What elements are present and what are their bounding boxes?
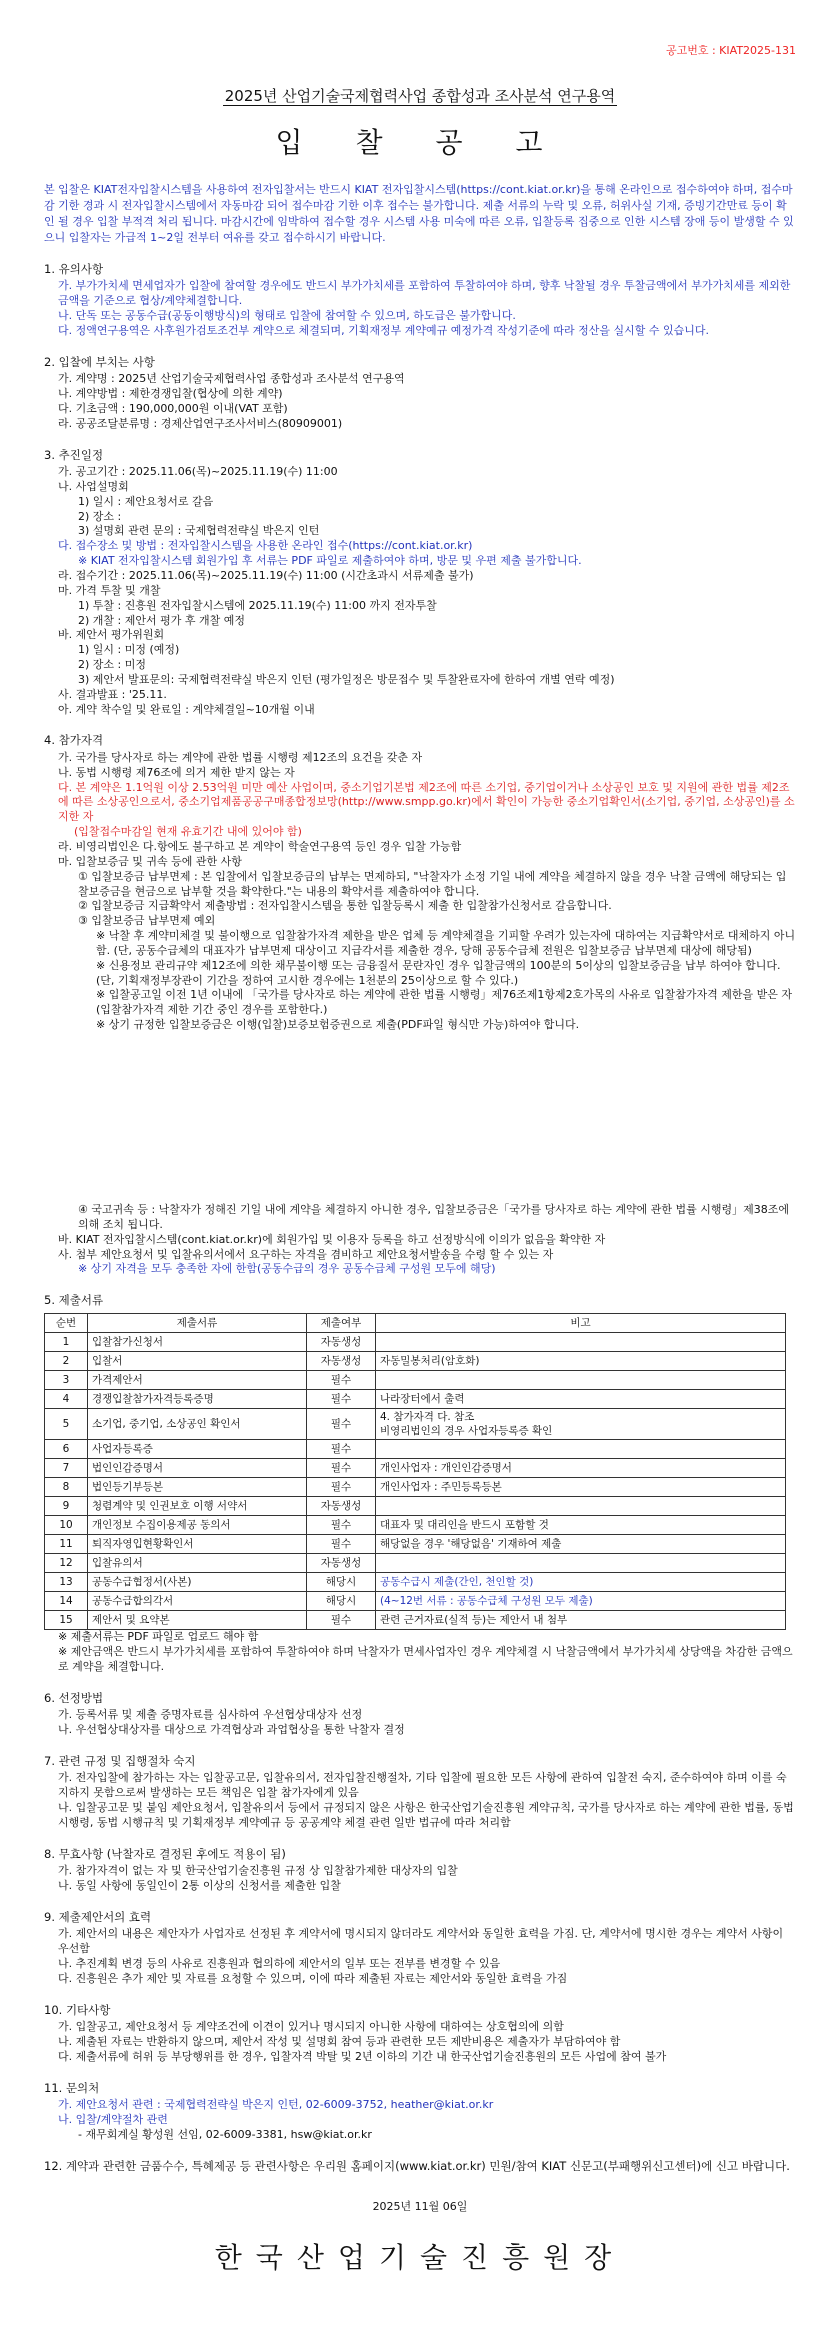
row-status: 필수 <box>307 1459 376 1478</box>
row-note: 공동수급시 제출(간인, 천인할 것) <box>376 1573 786 1592</box>
row-status: 자동생성 <box>307 1554 376 1573</box>
row-document: 제안서 및 요약본 <box>88 1611 307 1630</box>
row-number: 8 <box>45 1478 88 1497</box>
section-notes: 1. 유의사항 가. 부가가치세 면세업자가 입찰에 참여할 경우에도 반드시 부가가치세를 포함하여 투찰하여야 하며, 향후 낙찰될 경우 투찰금액에서 부가가치세를 제외한 금액을 기준으로 협상/계약체결합니다. 나. 단독 또는 공동수급(공동이행방식)의 형태로 입찰에 참여할 수 있으며, 하도급은 불가합니다. 다. 정액연구용역은 사후원가검토조건부 계약으로 체결되며, 기획재정부 계약예규 예정가격 작성기준에 따라 정산을 실시할 수 있습니다. <box>44 261 791 337</box>
row-note: 해당없을 경우 '해당없음' 기재하여 제출 <box>376 1535 786 1554</box>
table-row <box>45 1370 786 1389</box>
notice-document <box>44 0 796 2277</box>
row-document: 개인정보 수집이용제공 동의서 <box>88 1516 307 1535</box>
row-number: 7 <box>45 1459 88 1478</box>
row-number: 15 <box>45 1611 88 1630</box>
row-note: (4~12번 서류 : 공동수급체 구성원 모두 제출) <box>376 1592 786 1611</box>
row-note: 자동밀봉처리(암호화) <box>376 1351 786 1370</box>
row-status: 해당시 <box>307 1592 376 1611</box>
row-document: 사업자등록증 <box>88 1440 307 1459</box>
row-document: 입찰참가신청서 <box>88 1332 307 1351</box>
section-selection: 6. 선정방법 가. 등록서류 및 제출 증명자료를 심사하여 우선협상대상자 선정 나. 우선협상대상자를 대상으로 가격협상과 과업협상을 통한 낙찰자 결정 <box>44 1690 405 1736</box>
row-document: 공동수급협정서(사본) <box>88 1573 307 1592</box>
table-row <box>45 1611 786 1630</box>
row-document: 경쟁입찰참가자격등록증명 <box>88 1389 307 1408</box>
row-note: 개인사업자 : 개인인감증명서 <box>376 1459 786 1478</box>
section-eligibility: 4. 참가자격 가. 국가를 당사자로 하는 계약에 관한 법률 시행령 제12조의 요건을 갖춘 자 나. 동법 시행령 제76조에 의거 제한 받지 않는 자 다. 본 계약은 1.1억원 이상 2.53억원 미만 예산 사업이며, 중소기업기본법 제2조에 따른 소기업, 중기업이거나 소상공인 보호 및 지원에 관한 법률 제2조에 따른 소상공인으로서, 중소기업제품공공구매종합정보망(http://www.smpp.go.kr)에서 확인이 가능한 중소기업확인서(소기업, 중기업, 소상공인)를 소지한 자 (입찰접수마감일 현재 유효기간 내에 있어야 함) 라. 비영리법인은 다.항에도 불구하고 본 계약이 학술연구용역 등인 경우 입찰 가능함 마. 입찰보증금 및 귀속 등에 관한 사항 ① 입찰보증금 납부면제 : 본 입찰에서 입찰보증금의 납부는 면제하되, "낙찰자가 소정 기일 내에 계약을 체결하지 않을 경우 낙찰 금액에 해당되는 입찰보증금을 현금으로 납부할 것을 확약한다."는 내용의 확약서를 제출하여야 합니다. ② 입찰보증금 지급확약서 제출방법 : 전자입찰시스템을 통한 입찰등록시 제출 한 입찰참가신청서로 갈음합니다. ③ 입찰보증금 납부면제 예외 ※ 낙찰 후 계약미체결 및 불이행으로 입찰참가자격 제한을 받은 업체 등 계약체결을 기피할 우려가 있는자에 대하여는 지급확약서로 대체하지 아니함. (단, 공동수급체의 대표자가 납부면제 대상이고 지급각서를 제출한 경우, 당해 공동수급체 전원은 입찰보증금 납부면제 대상에 해당됨) ※ 신용정보 관리규약 제12조에 의한 채무불이행 또는 금융질서 문란자인 경우 입찰금액의 100분의 5이상의 입찰보증금을 납부 하여야 합니다. (단, 기획재정부장관이 기간을 정하여 고시한 경우에는 1천분의 25이상으로 할 수 있다.) ※ 입찰공고일 이전 1년 이내에 「국가를 당사자로 하는 계약에 관한 법률 시행령」제76조제1항제2호가목의 사유로 입찰참가자격 제한을 받은 자(입찰참가자격 제한 기간 중인 경우를 포함한다.) ※ 상기 규정한 입찰보증금은 이행(입찰)보증보험증권으로 제출(PDF파일 형식만 가능)하여야 합니다. ④ 국고귀속 등 : 낙찰자가 정해진 기일 내에 계약을 체결하지 아니한 경우, 입찰보증금은「국가를 당사자로 하는 계약에 관한 법률 시행령」제38조에 의해 조치 됩니다. 바. KIAT 전자입찰시스템(cont.kiat.or.kr)에 회원가입 및 이용자 등록을 하고 선정방식에 이의가 없음을 확약한 자 사. 첨부 제안요청서 및 입찰유의서에서 요구하는 자격을 겸비하고 제안요청서발송을 수령 할 수 있는 자 ※ 상기 자격을 모두 충족한 자에 한함(공동수급의 경우 공동수급체 구성원 모두에 해당) <box>44 733 796 1276</box>
row-status: 필수 <box>307 1535 376 1554</box>
row-document: 소기업, 중기업, 소상공인 확인서 <box>88 1408 307 1439</box>
table-row <box>45 1351 786 1370</box>
table-row <box>45 1554 786 1573</box>
project-subtitle: 2025년 산업기술국제협력사업 종합성과 조사분석 연구용역 <box>224 87 616 105</box>
section-other: 10. 기타사항 가. 입찰공고, 제안요청서 등 계약조건에 이견이 있거나 명시되지 아니한 사항에 대하여는 상호협의에 의함 나. 제출된 자료는 반환하지 않으며, 제안서 작성 및 설명회 참여 등과 관련한 모든 제반비용은 제출자가 부담하여야 함 다. 제출서류에 허위 등 부당행위를 한 경우, 입찰자격 박탈 및 2년 이하의 기간 내 한국산업기술진흥원의 모든 사업에 참여 불가 <box>44 2002 667 2063</box>
row-document: 입찰서 <box>88 1351 307 1370</box>
section-invalid: 8. 무효사항 (낙찰자로 결정된 후에도 적용이 됨) 가. 참가자격이 없는 자 및 한국산업기술진흥원 규정 상 입찰참가제한 대상자의 입찰 나. 동일 사항에 동일인이 2통 이상의 신청서를 제출한 입찰 <box>44 1846 458 1893</box>
issuer-name: 한국산업기술진흥원장 <box>214 2241 626 2275</box>
row-status: 필수 <box>307 1478 376 1497</box>
section-report: 12. 계약과 관련한 금품수수, 특혜제공 등 관련사항은 우리원 홈페이지(www.kiat.or.kr) 민원/참여 KIAT 신문고(부패행위신고센터)에 신고 바랍니다. <box>44 2158 790 2173</box>
row-note <box>376 1497 786 1516</box>
table-row <box>45 1440 786 1459</box>
section-contact: 11. 문의처 가. 제안요청서 관련 : 국제협력전략실 박은지 인턴, 02-6009-3752, heather@kiat.or.kr 나. 입찰/계약절차 관련 - 재무회계실 황성원 선임, 02-6009-3381, hsw@kiat.or.kr <box>44 2080 494 2142</box>
row-note <box>376 1332 786 1351</box>
row-status: 해당시 <box>307 1573 376 1592</box>
row-number: 1 <box>45 1332 88 1351</box>
row-status: 자동생성 <box>307 1332 376 1351</box>
row-status: 필수 <box>307 1370 376 1389</box>
section-proposal-effect: 9. 제출제안서의 효력 가. 제안서의 내용은 제안자가 사업자로 선정된 후 계약서에 명시되지 않더라도 계약서와 동일한 효력을 가짐. 단, 계약서에 명시한 경우는 계약서 사항이 우선함 나. 추진계획 변경 등의 사유로 진흥원과 협의하에 제안서의 일부 또는 전부를 변경할 수 있음 다. 진흥원은 추가 제안 및 자료를 요청할 수 있으며, 이에 따라 제출된 자료는 제안서와 동일한 효력을 가짐 <box>44 1909 784 1985</box>
col-header-doc: 제출서류 <box>88 1313 307 1332</box>
table-row <box>45 1497 786 1516</box>
row-document: 퇴직자영입현황확인서 <box>88 1535 307 1554</box>
section-bid-items: 2. 입찰에 부치는 사항 가. 계약명 : 2025년 산업기술국제협력사업 종합성과 조사분석 연구용역 나. 계약방법 : 제한경쟁입찰(협상에 의한 계약) 다. 기초금액 : 190,000,000원 이내(VAT 포함) 라. 공공조달분류명 : 경제산업연구조사서비스(80909001) <box>44 354 405 430</box>
row-number: 9 <box>45 1497 88 1516</box>
blank-space <box>44 1033 796 1203</box>
row-status: 필수 <box>307 1389 376 1408</box>
documents-table <box>44 1313 786 1630</box>
row-note: 관련 근거자료(실적 등)는 제안서 내 첨부 <box>376 1611 786 1630</box>
intro-paragraph: 본 입찰은 KIAT전자입찰시스템을 사용하여 전자입찰서는 반드시 KIAT 전자입찰시스템(https://cont.kiat.or.kr)을 통해 온라인으로 접수하여야 하며, 접수마감 기한 경과 시 전자입찰시스템에서 자동마감 되어 접수마감 기한 이후 접수는 불가합니다. 제출 서류의 누락 및 오류, 허위사실 기재, 증빙기간만료 등이 확인 될 경우 입찰 부적격 처리 됩니다. 마감시간에 임박하여 접수할 경우 시스템 사용 미숙에 따른 오류, 입찰등록 집중으로 인한 시스템 장애 등이 발생할 수 있으니 입찰자는 가급적 1~2일 전부터 여유를 갖고 접수하시기 바랍니다. <box>44 183 794 244</box>
row-status: 자동생성 <box>307 1497 376 1516</box>
row-number: 13 <box>45 1573 88 1592</box>
row-document: 법인인감증명서 <box>88 1459 307 1478</box>
row-note: 나라장터에서 출력 <box>376 1389 786 1408</box>
row-number: 14 <box>45 1592 88 1611</box>
table-row <box>45 1516 786 1535</box>
table-row <box>45 1573 786 1592</box>
bid-number: 공고번호 : KIAT2025-131 <box>665 44 796 57</box>
row-number: 11 <box>45 1535 88 1554</box>
row-document: 공동수급합의각서 <box>88 1592 307 1611</box>
table-row <box>45 1408 786 1439</box>
row-number: 5 <box>45 1408 88 1439</box>
section-documents: 5. 제출서류 순번 제출서류 제출여부 비고 1 입찰참가신청서 자동생성 2 입찰서 자동생성 자동밀봉처리(암호화) 3 가격제안서 필수 4 경쟁입찰참가자격등록증명 필수 나라장터에서 출력 5 소기업, 중기업, 소상공인 확인서 필수 4. 참가자격 다. 참조 비영리법인의 경우 사업자등록증 확인 6 사업자등록증 필수 7 법인인감증명서 필수 개인사업자 : 개인인감증명서 8 법인등기부등본 필수 개인사업자 : 주민등록등본 9 청렴계약 및 인권보호 이행 서약서 자동생성 10 개인정보 수집이용제공 동의서 필수 대표자 및 대리인을 반드시 포함할 것 11 퇴직자영입현황확인서 필수 해당없을 경우 '해당없음' 기재하여 제출 12 입찰유의서 자동생성 13 공동수급협정서(사본) 해당시 공동수급시 제출(간인, 천인할 것) 14 공동수급합의각서 해당시 (4~12번 서류 : 공동수급체 구성원 모두 제출) 15 제안서 및 요약본 필수 관련 근거자료(실적 등)는 제안서 내 첨부 ※ 제출서류는 PDF 파일로 업로드 해야 함 ※ 제안금액은 반드시 부가가치세를 포함하여 투찰하여야 하며 낙찰자가 면세사업자인 경우 계약체결 시 낙찰금액에서 부가가치세 상당액을 차감한 금액으로 계약을 체결합니다. <box>44 1293 793 1673</box>
row-number: 6 <box>45 1440 88 1459</box>
table-row <box>45 1389 786 1408</box>
row-status: 필수 <box>307 1440 376 1459</box>
table-row <box>45 1332 786 1351</box>
col-header-no: 순번 <box>45 1313 88 1332</box>
section-schedule: 3. 추진일정 가. 공고기간 : 2025.11.06(목)~2025.11.19(수) 11:00 나. 사업설명회 1) 일시 : 제안요청서로 갈음 2) 장소 : 3) 설명회 관련 문의 : 국제협력전략실 박은지 인턴 다. 접수장소 및 방법 : 전자입찰시스템을 사용한 온라인 접수(https://cont.kiat.or.kr) ※ KIAT 전자입찰시스템 회원가입 후 서류는 PDF 파일로 제출하여야 하며, 방문 및 우편 제출 불가합니다. 라. 접수기간 : 2025.11.06(목)~2025.11.19(수) 11:00 (시간초과시 서류제출 불가) 마. 가격 투찰 및 개찰 1) 투찰 : 진흥원 전자입찰시스템에 2025.11.19(수) 11:00 까지 전자투찰 2) 개찰 : 제안서 평가 후 개찰 예정 바. 제안서 평가위원회 1) 일시 : 미정 (예정) 2) 장소 : 미정 3) 제안서 발표문의: 국제협력전략실 박은지 인턴 (평가일정은 방문접수 및 투찰완료자에 한하여 개별 연락 예정) 사. 결과발표 : '25.11. 아. 계약 착수일 및 완료일 : 계약체결일~10개월 이내 <box>44 447 615 716</box>
row-status: 필수 <box>307 1408 376 1439</box>
col-header-note: 비고 <box>376 1313 786 1332</box>
row-note: 4. 참가자격 다. 참조 비영리법인의 경우 사업자등록증 확인 <box>376 1408 786 1439</box>
row-document: 청렴계약 및 인권보호 이행 서약서 <box>88 1497 307 1516</box>
row-number: 4 <box>45 1389 88 1408</box>
row-note <box>376 1370 786 1389</box>
row-document: 법인등기부등본 <box>88 1478 307 1497</box>
section-regulations: 7. 관련 규정 및 집행절차 숙지 가. 전자입찰에 참가하는 자는 입찰공고문, 입찰유의서, 전자입찰진행절차, 기타 입찰에 필요한 모든 사항에 관하여 입찰전 숙지, 준수하여야 하며 이를 숙지하지 못함으로써 발생하는 모든 책임은 입찰 참가자에게 있음 나. 입찰공고문 및 붙임 제안요청서, 입찰유의서 등에서 규정되지 않은 사항은 한국산업기술진흥원 계약규칙, 국가를 당사자로 하는 계약에 관한 법률, 동법 시행령, 동법 시행규칙 및 기획재정부 계약예규 등 공공계약 체결 관련 일반 법규에 따라 처리함 <box>44 1753 794 1829</box>
row-number: 3 <box>45 1370 88 1389</box>
row-note: 개인사업자 : 주민등록등본 <box>376 1478 786 1497</box>
row-note <box>376 1440 786 1459</box>
row-number: 2 <box>45 1351 88 1370</box>
table-row <box>45 1535 786 1554</box>
col-header-status: 제출여부 <box>307 1313 376 1332</box>
row-document: 입찰유의서 <box>88 1554 307 1573</box>
table-row <box>45 1459 786 1478</box>
row-document: 가격제안서 <box>88 1370 307 1389</box>
table-row <box>45 1478 786 1497</box>
notice-date: 2025년 11월 06일 <box>372 2200 468 2214</box>
row-number: 10 <box>45 1516 88 1535</box>
row-status: 필수 <box>307 1516 376 1535</box>
row-status: 필수 <box>307 1611 376 1630</box>
notice-title: 입 찰 공 고 <box>275 126 565 160</box>
row-note <box>376 1554 786 1573</box>
row-note: 대표자 및 대리인을 반드시 포함할 것 <box>376 1516 786 1535</box>
row-number: 12 <box>45 1554 88 1573</box>
row-status: 자동생성 <box>307 1351 376 1370</box>
table-row <box>45 1592 786 1611</box>
